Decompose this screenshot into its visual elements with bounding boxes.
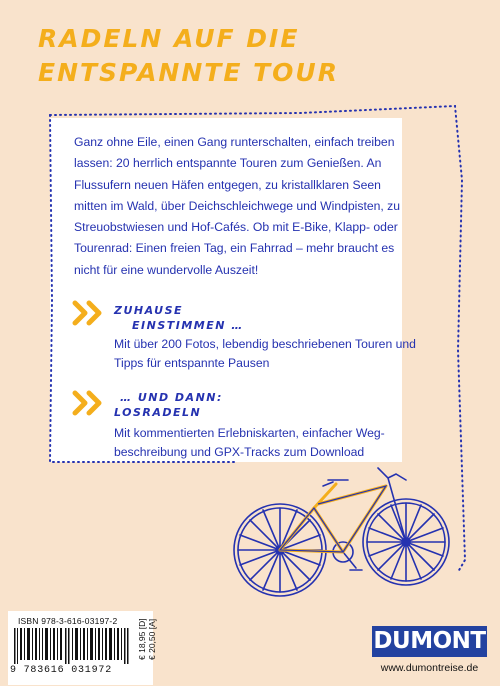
back-cover-title xyxy=(38,22,339,90)
section2-heading-line1: … UND DANN: xyxy=(120,391,223,404)
section2-heading xyxy=(114,390,223,420)
barcode-icon xyxy=(14,628,132,664)
publisher-logo: DUMONT xyxy=(372,626,487,657)
section1-heading xyxy=(114,303,244,333)
double-chevron-icon xyxy=(72,390,106,416)
price-at: € 20,50 [A] xyxy=(147,618,157,660)
intro-paragraph: Ganz ohne Eile, einen Gang runterschalten, einfach treiben lassen: 20 herrlich entspannte Touren zum Genießen. An Flussufern neuen Häfen entgegen, zu kristallklaren Seen mitten im Wald, über Deichschleichwege und Windpisten, zu Streuobstwiesen und Hof-Cafés. Ob mit E-Bike, Klapp- oder Tourenrad: Einen freien Tag, ein Fahrrad – mehr braucht es nicht für eine wundervolle Auszeit! xyxy=(74,135,401,277)
title-line-1: RADELN AUF DIE xyxy=(38,24,300,53)
section1-heading-line1: ZUHAUSE xyxy=(114,304,184,317)
section1-text: Mit über 200 Fotos, lebendig beschriebenen Touren und Tipps für entspannte Pausen xyxy=(114,337,416,370)
price-list xyxy=(137,618,157,660)
section2-text: Mit kommentierten Erlebniskarten, einfacher Wegbeschreibung und GPX-Tracks zum Download xyxy=(114,426,385,459)
section1-heading-line2: EINSTIMMEN … xyxy=(132,319,244,332)
bicycle-illustration xyxy=(228,450,458,610)
publisher-url: www.dumontreise.de xyxy=(380,662,479,674)
section2-heading-line2: LOSRADELN xyxy=(114,406,202,419)
double-chevron-icon xyxy=(72,300,106,326)
barcode-digits: 9 783616 031972 xyxy=(10,665,113,676)
isbn-number: ISBN 978-3-616-03197-2 xyxy=(18,616,118,626)
price-de: € 18,95 [D] xyxy=(137,618,147,660)
title-line-2: ENTSPANNTE TOUR xyxy=(38,58,339,87)
